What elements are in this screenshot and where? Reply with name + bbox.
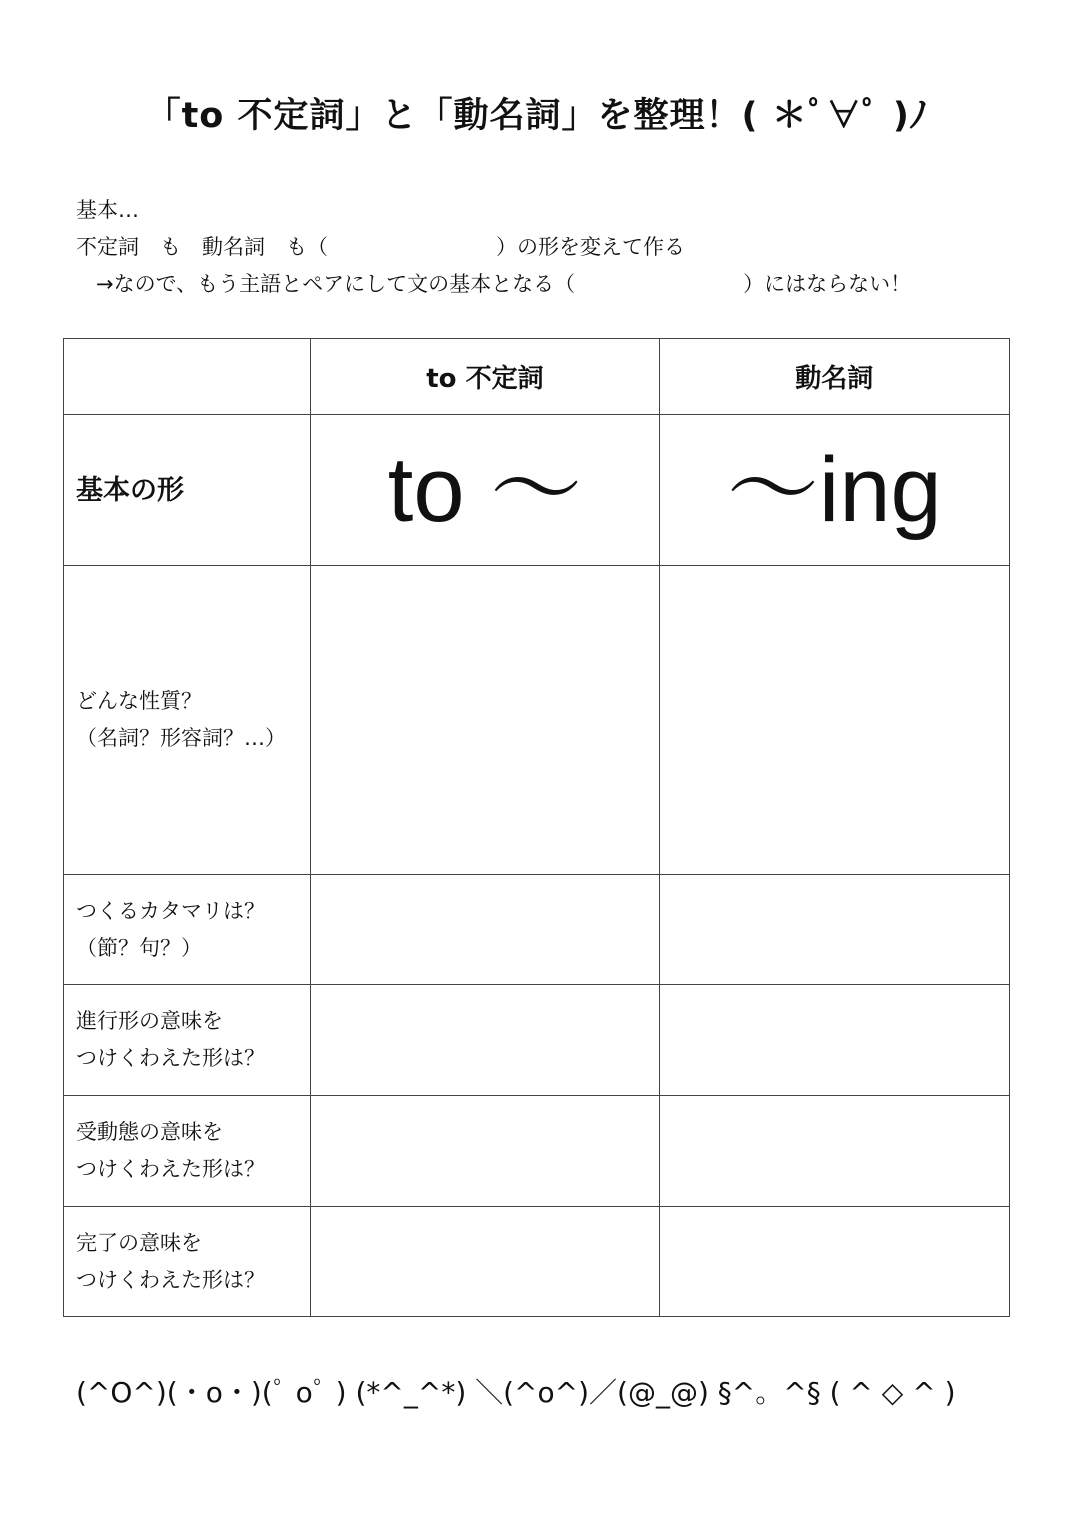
row-label-line2: つけくわえた形は？ (76, 1157, 265, 1181)
row-label-line1: 進行形の意味を (76, 1009, 223, 1033)
intro-line-fill-blank-2: →なので、もう主語とペアにして文の基本となる（ ）にはならない！ (96, 272, 912, 296)
answer-cell-to-infinitive[interactable] (311, 1207, 659, 1317)
answer-cell-gerund[interactable] (659, 1096, 1009, 1207)
table-row (64, 1096, 1010, 1207)
table-row (64, 985, 1010, 1096)
answer-cell-gerund[interactable] (659, 1207, 1009, 1317)
header-to-infinitive: to 不定詞 (311, 339, 659, 415)
answer-cell-to-infinitive[interactable] (311, 875, 659, 985)
header-empty-cell (64, 339, 311, 415)
row-label-line2: つけくわえた形は？ (76, 1267, 265, 1292)
row-label-line1: つくるカタマリは？ (76, 898, 265, 923)
table-row (64, 566, 1010, 875)
header-gerund: 動名詞 (659, 339, 1009, 415)
answer-cell-gerund[interactable] (659, 566, 1009, 875)
row-label (64, 985, 311, 1096)
answer-cell-to-infinitive[interactable] (311, 985, 659, 1096)
answer-cell-gerund[interactable] (659, 875, 1009, 985)
to-infinitive-form-cell: to ～ (311, 415, 659, 566)
footer-emoticons: (^O^)(・o・)(ﾟ oﾟ ) (*^_^*) ＼(^o^)／(@_@) §^。^§ ( ^ ◇ ^ ) (76, 1376, 956, 1409)
table-row (64, 875, 1010, 985)
row-label-text: 基本の形 (76, 474, 184, 506)
page-title: 「to 不定詞」と「動名詞」を整理！( ＊ﾟ∀ﾟ )ﾉ (145, 96, 929, 136)
intro-line-basic: 基本… (76, 198, 139, 222)
answer-cell-to-infinitive[interactable] (311, 1096, 659, 1207)
intro-line-fill-blank-1: 不定詞 も 動名詞 も（ ）の形を変えて作る (76, 235, 685, 259)
table-header-row (64, 339, 1010, 415)
row-label-line1: 受動態の意味を (76, 1120, 223, 1144)
gerund-form-cell: ～ing (659, 415, 1009, 566)
row-label (64, 415, 311, 566)
row-label-line1: 完了の意味を (76, 1230, 202, 1255)
row-label-line2: つけくわえた形は？ (76, 1046, 265, 1070)
answer-cell-to-infinitive[interactable] (311, 566, 659, 875)
comparison-table (63, 338, 1010, 1317)
row-label (64, 1207, 311, 1317)
table-row (64, 415, 1010, 566)
row-label-line2: （節？句？） (76, 935, 202, 960)
answer-cell-gerund[interactable] (659, 985, 1009, 1096)
row-label-line1: どんな性質？ (76, 689, 202, 713)
table-row (64, 1207, 1010, 1317)
row-label-line2: （名詞？形容詞？…） (76, 726, 286, 750)
row-label (64, 875, 311, 985)
row-label (64, 1096, 311, 1207)
row-label (64, 566, 311, 875)
